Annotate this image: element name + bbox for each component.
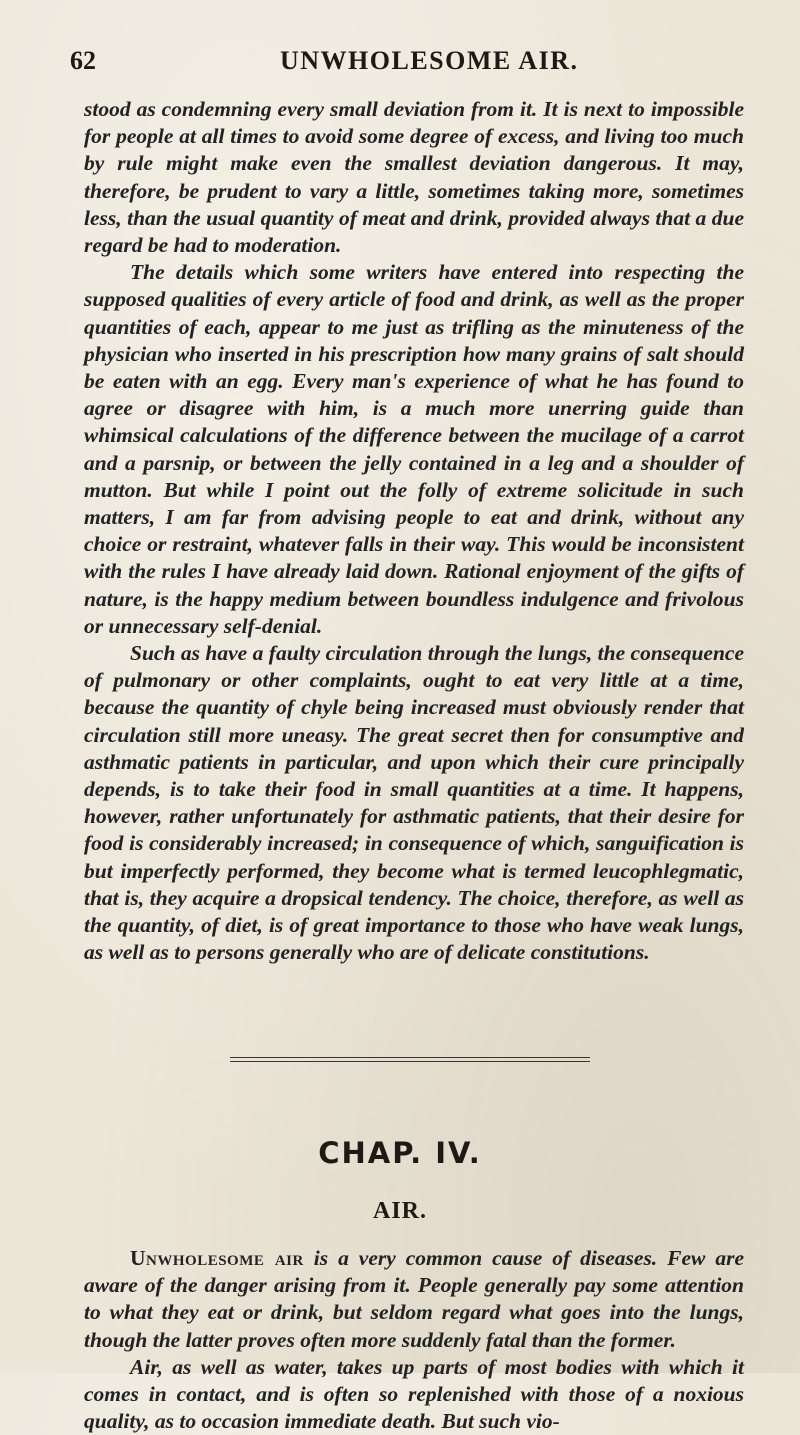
chapter-lead-words: Unwholesome air <box>130 1246 304 1270</box>
chapter-text <box>84 1245 744 1435</box>
chapter-heading: CHAP. IV. <box>318 1136 482 1170</box>
divider-rule-top <box>230 1057 590 1058</box>
chapter-paragraph-1-text: is a very common cause of diseases. Few are aware of the danger arising from it. People generally pay some attention to what they eat or drink, but seldom regard what goes into the lungs, though the latter proves often more suddenly fatal than the former. <box>84 1246 744 1352</box>
paragraph-circulation: Such as have a faulty circulation through the lungs, the consequence of pulmonary or other complaints, ought to eat very little at a time, because the quantity of chyle being increased must obviously render that circulation still more uneasy. The great secret then for consumptive and asthmatic patients in particular, and upon which their cure principally depends, is to take their food in small quantities at a time. It happens, however, rather unfortunately for asthmatic patients, that their desire for food is considerably increased; in consequence of which, sanguification is but imperfectly performed, they become what is termed leucophlegmatic, that is, they acquire a dropsical tendency. The choice, therefore, as well as the quantity, of diet, is of great importance to those who have weak lungs, as well as to persons generally who are of delicate constitutions. <box>84 641 744 965</box>
chapter-paragraph-1 <box>84 1245 744 1354</box>
running-title: UNWHOLESOME AIR. <box>280 46 579 75</box>
divider-rule-bottom <box>230 1061 590 1062</box>
page-number: 62 <box>70 46 96 75</box>
paragraph-details: The details which some writers have entered into respecting the supposed qualities of every article of food and drink, as well as the proper quantities of each, appear to me just as trifling as the minuteness of the physician who inserted in his prescription how many grains of salt should be eaten with an egg. Every man's experience of what he has found to agree or disagree with him, is a much more unerring guide than whimsical calculations of the difference between the mucilage of a carrot and a parsnip, or between the jelly contained in a leg and a shoulder of mutton. But while I point out the folly of extreme solicitude in such matters, I am far from advising people to eat and drink, without any choice or restraint, whatever falls in their way. This would be inconsistent with the rules I have already laid down. Rational enjoyment of the gifts of nature, is the happy medium between boundless indulgence and frivolous or unnecessary self-denial. <box>84 260 744 638</box>
section-divider <box>230 1057 590 1065</box>
chapter-paragraph-2: Air, as well as water, takes up parts of most bodies with which it comes in contact, and is often so replenished with those of a noxious quality, as to occasion immediate death. But such vio- <box>84 1354 744 1434</box>
running-head <box>70 46 730 80</box>
chapter-subtitle: AIR. <box>372 1198 427 1224</box>
body-text <box>84 96 744 967</box>
paragraph-continued: stood as condemning every small deviation from it. It is next to impossible for people at all times to avoid some degree of excess, and living too much by rule might make even the smallest deviation dangerous. It may, therefore, be prudent to vary a little, sometimes taking more, sometimes less, than the usual quantity of meat and drink, provided always that a due regard be had to moderation. <box>84 97 744 258</box>
